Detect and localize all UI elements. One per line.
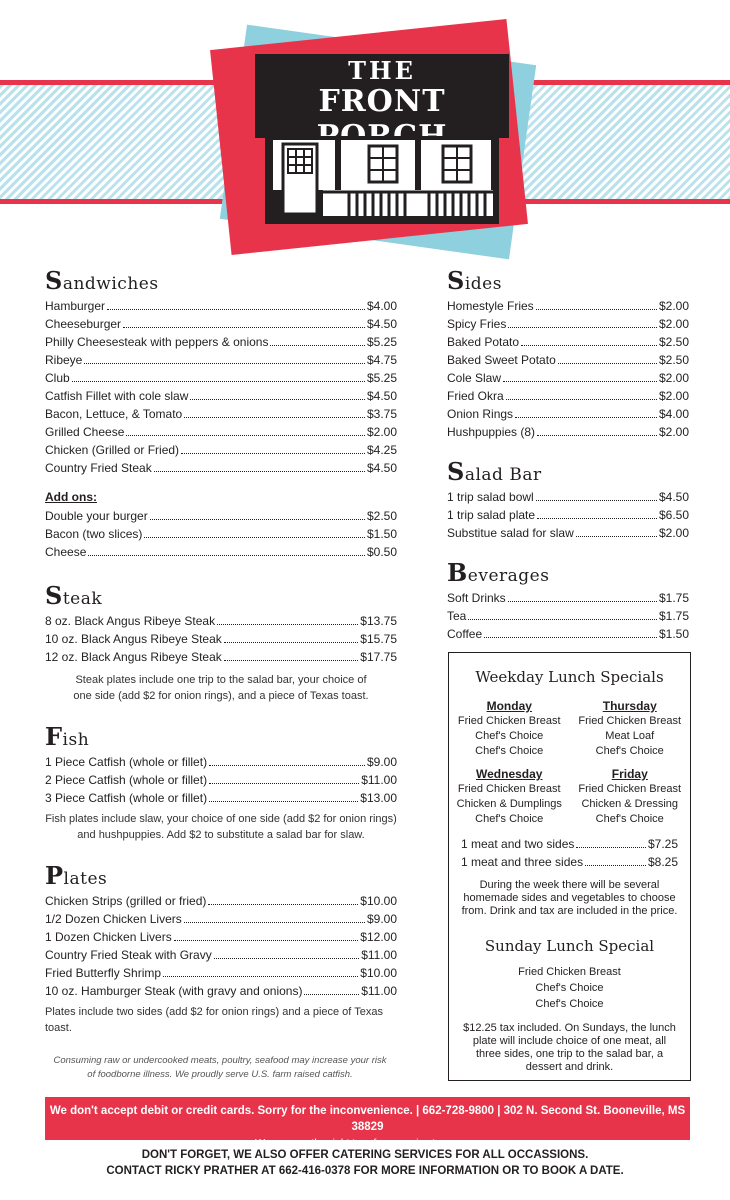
steak-list	[45, 612, 397, 666]
sides-title: Sides	[447, 266, 502, 295]
menu-item: 10 oz. Black Angus Ribeye Steak $15.75	[45, 632, 397, 646]
menu-item: Ribeye $4.75	[45, 353, 397, 367]
fish-note: Fish plates include slaw, your choice of one side (add $2 for onion rings) and hushpuppies. Add $2 to substitute a salad bar for slaw.	[45, 813, 397, 841]
menu-item: 1 Piece Catfish (whole or fillet) $9.00	[45, 755, 397, 769]
logo-the: THE	[348, 56, 416, 85]
weekday-prices	[449, 835, 690, 871]
salad-bar-list	[447, 488, 689, 542]
refuse-service-line: We reserve the right to refuse service to anyone.	[254, 1137, 481, 1149]
day-thursday: Thursday Fried Chicken Breast Meat Loaf Chef's Choice	[578, 699, 682, 757]
menu-item: Cheeseburger $4.50	[45, 317, 397, 331]
addons-title: Add ons:	[45, 490, 97, 504]
menu-item: Cole Slaw $2.00	[447, 371, 689, 385]
fish-list	[45, 753, 397, 807]
sunday-note: $12.25 tax included. On Sundays, the lunch plate will include choice of one meat, all three sides, one trip to the salad bar, a dessert and drink.	[463, 1022, 676, 1073]
menu-item: 1 Dozen Chicken Livers $12.00	[45, 930, 397, 944]
catering-line-1: DON'T FORGET, WE ALSO OFFER CATERING SERVICES FOR ALL OCCASSIONS.	[141, 1149, 589, 1161]
menu-item: Grilled Cheese $2.00	[45, 425, 397, 439]
menu-item: Soft Drinks $1.75	[447, 591, 689, 605]
left-menu-column	[45, 268, 397, 1036]
day-friday: Friday Fried Chicken Breast Chicken & Dressing Chef's Choice	[578, 767, 682, 825]
menu-item: 2 Piece Catfish (whole or fillet) $11.00	[45, 773, 397, 787]
beverages-list	[447, 589, 689, 643]
day-wednesday: Wednesday Fried Chicken Breast Chicken & Dumplings Chef's Choice	[456, 767, 562, 825]
menu-item: Tea $1.75	[447, 609, 689, 623]
sandwiches-title: Sandwiches	[45, 266, 159, 295]
menu-item: Country Fried Steak $4.50	[45, 461, 397, 475]
payment-info-bar	[45, 1097, 690, 1149]
lunch-specials-box	[448, 652, 691, 1081]
menu-item: Fried Okra $2.00	[447, 389, 689, 403]
plates-title: Plates	[45, 861, 108, 890]
right-menu-column	[447, 268, 689, 643]
menu-item: Hushpuppies (8) $2.00	[447, 425, 689, 439]
menu-item: Country Fried Steak with Gravy $11.00	[45, 948, 397, 962]
house-porch-icon	[265, 136, 499, 224]
addons-list	[45, 507, 397, 561]
menu-item: 1 trip salad bowl $4.50	[447, 490, 689, 504]
sunday-special-title: Sunday Lunch Special	[484, 937, 655, 955]
logo-name: FRONT	[318, 84, 446, 119]
menu-item: Substitue salad for slaw $2.00	[447, 526, 689, 540]
day-monday: Monday Fried Chicken Breast Chef's Choice Chef's Choice	[457, 699, 561, 757]
food-safety-disclaimer: Consuming raw or undercooked meats, poultry, seafood may increase your risk of foodborne illness. We proudly serve U.S. farm raised catfish.	[53, 1055, 387, 1080]
menu-item: Chicken (Grilled or Fried) $4.25	[45, 443, 397, 457]
menu-item: Hamburger $4.00	[45, 299, 397, 313]
menu-item: Spicy Fries $2.00	[447, 317, 689, 331]
menu-item: Philly Cheesesteak with peppers & onions $5.25	[45, 335, 397, 349]
menu-item: 12 oz. Black Angus Ribeye Steak $17.75	[45, 650, 397, 664]
menu-item: 1/2 Dozen Chicken Livers $9.00	[45, 912, 397, 926]
sunday-items: Fried Chicken Breast Chef's Choice Chef's Choice	[518, 966, 621, 1010]
menu-item: 10 oz. Hamburger Steak (with gravy and onions) $11.00	[45, 984, 397, 998]
menu-item: 1 meat and three sides $8.25	[461, 855, 678, 869]
steak-title: Steak	[45, 581, 103, 610]
menu-item: 1 trip salad plate $6.50	[447, 508, 689, 522]
menu-item: Fried Butterfly Shrimp $10.00	[45, 966, 397, 980]
steak-note: Steak plates include one trip to the salad bar, your choice of one side (add $2 for onion rings), and a piece of Texas toast.	[73, 674, 369, 702]
menu-item: Bacon (two slices) $1.50	[45, 527, 397, 541]
plates-note: Plates include two sides (add $2 for onion rings) and a piece of Texas toast.	[45, 1006, 383, 1034]
weekday-specials-title: Weekday Lunch Specials	[475, 668, 664, 686]
menu-item: Chicken Strips (grilled or fried) $10.00	[45, 894, 397, 908]
menu-item: Onion Rings $4.00	[447, 407, 689, 421]
catering-notice	[0, 1147, 730, 1179]
plates-list	[45, 892, 397, 1000]
sides-list	[447, 297, 689, 441]
menu-item: Cheese $0.50	[45, 545, 397, 559]
menu-item: Baked Sweet Potato $2.50	[447, 353, 689, 367]
menu-item: Club $5.25	[45, 371, 397, 385]
weekday-note: During the week there will be several homemade sides and vegetables to choose from. Drink and tax are included in the price.	[461, 879, 678, 917]
menu-item: 8 oz. Black Angus Ribeye Steak $13.75	[45, 614, 397, 628]
catering-line-2: CONTACT RICKY PRATHER AT 662-416-0378 FOR MORE INFORMATION OR TO BOOK A DATE.	[106, 1165, 624, 1177]
salad-bar-title: Salad Bar	[447, 457, 542, 486]
menu-item: 1 meat and two sides $7.25	[461, 837, 678, 851]
payment-contact-line: We don't accept debit or credit cards. Sorry for the inconvenience. | 662-728-9800 | 302 N. Second St. Booneville, MS 38829	[49, 1105, 686, 1133]
menu-item: Baked Potato $2.50	[447, 335, 689, 349]
menu-item: 3 Piece Catfish (whole or fillet) $13.00	[45, 791, 397, 805]
weekday-days-grid	[449, 699, 690, 835]
fish-title: Fish	[45, 722, 90, 751]
sandwiches-list	[45, 297, 397, 477]
menu-item: Homestyle Fries $2.00	[447, 299, 689, 313]
menu-item: Coffee $1.50	[447, 627, 689, 641]
menu-item: Bacon, Lettuce, & Tomato $3.75	[45, 407, 397, 421]
menu-item: Double your burger $2.50	[45, 509, 397, 523]
menu-item: Catfish Fillet with cole slaw $4.50	[45, 389, 397, 403]
beverages-title: Beverages	[447, 558, 550, 587]
